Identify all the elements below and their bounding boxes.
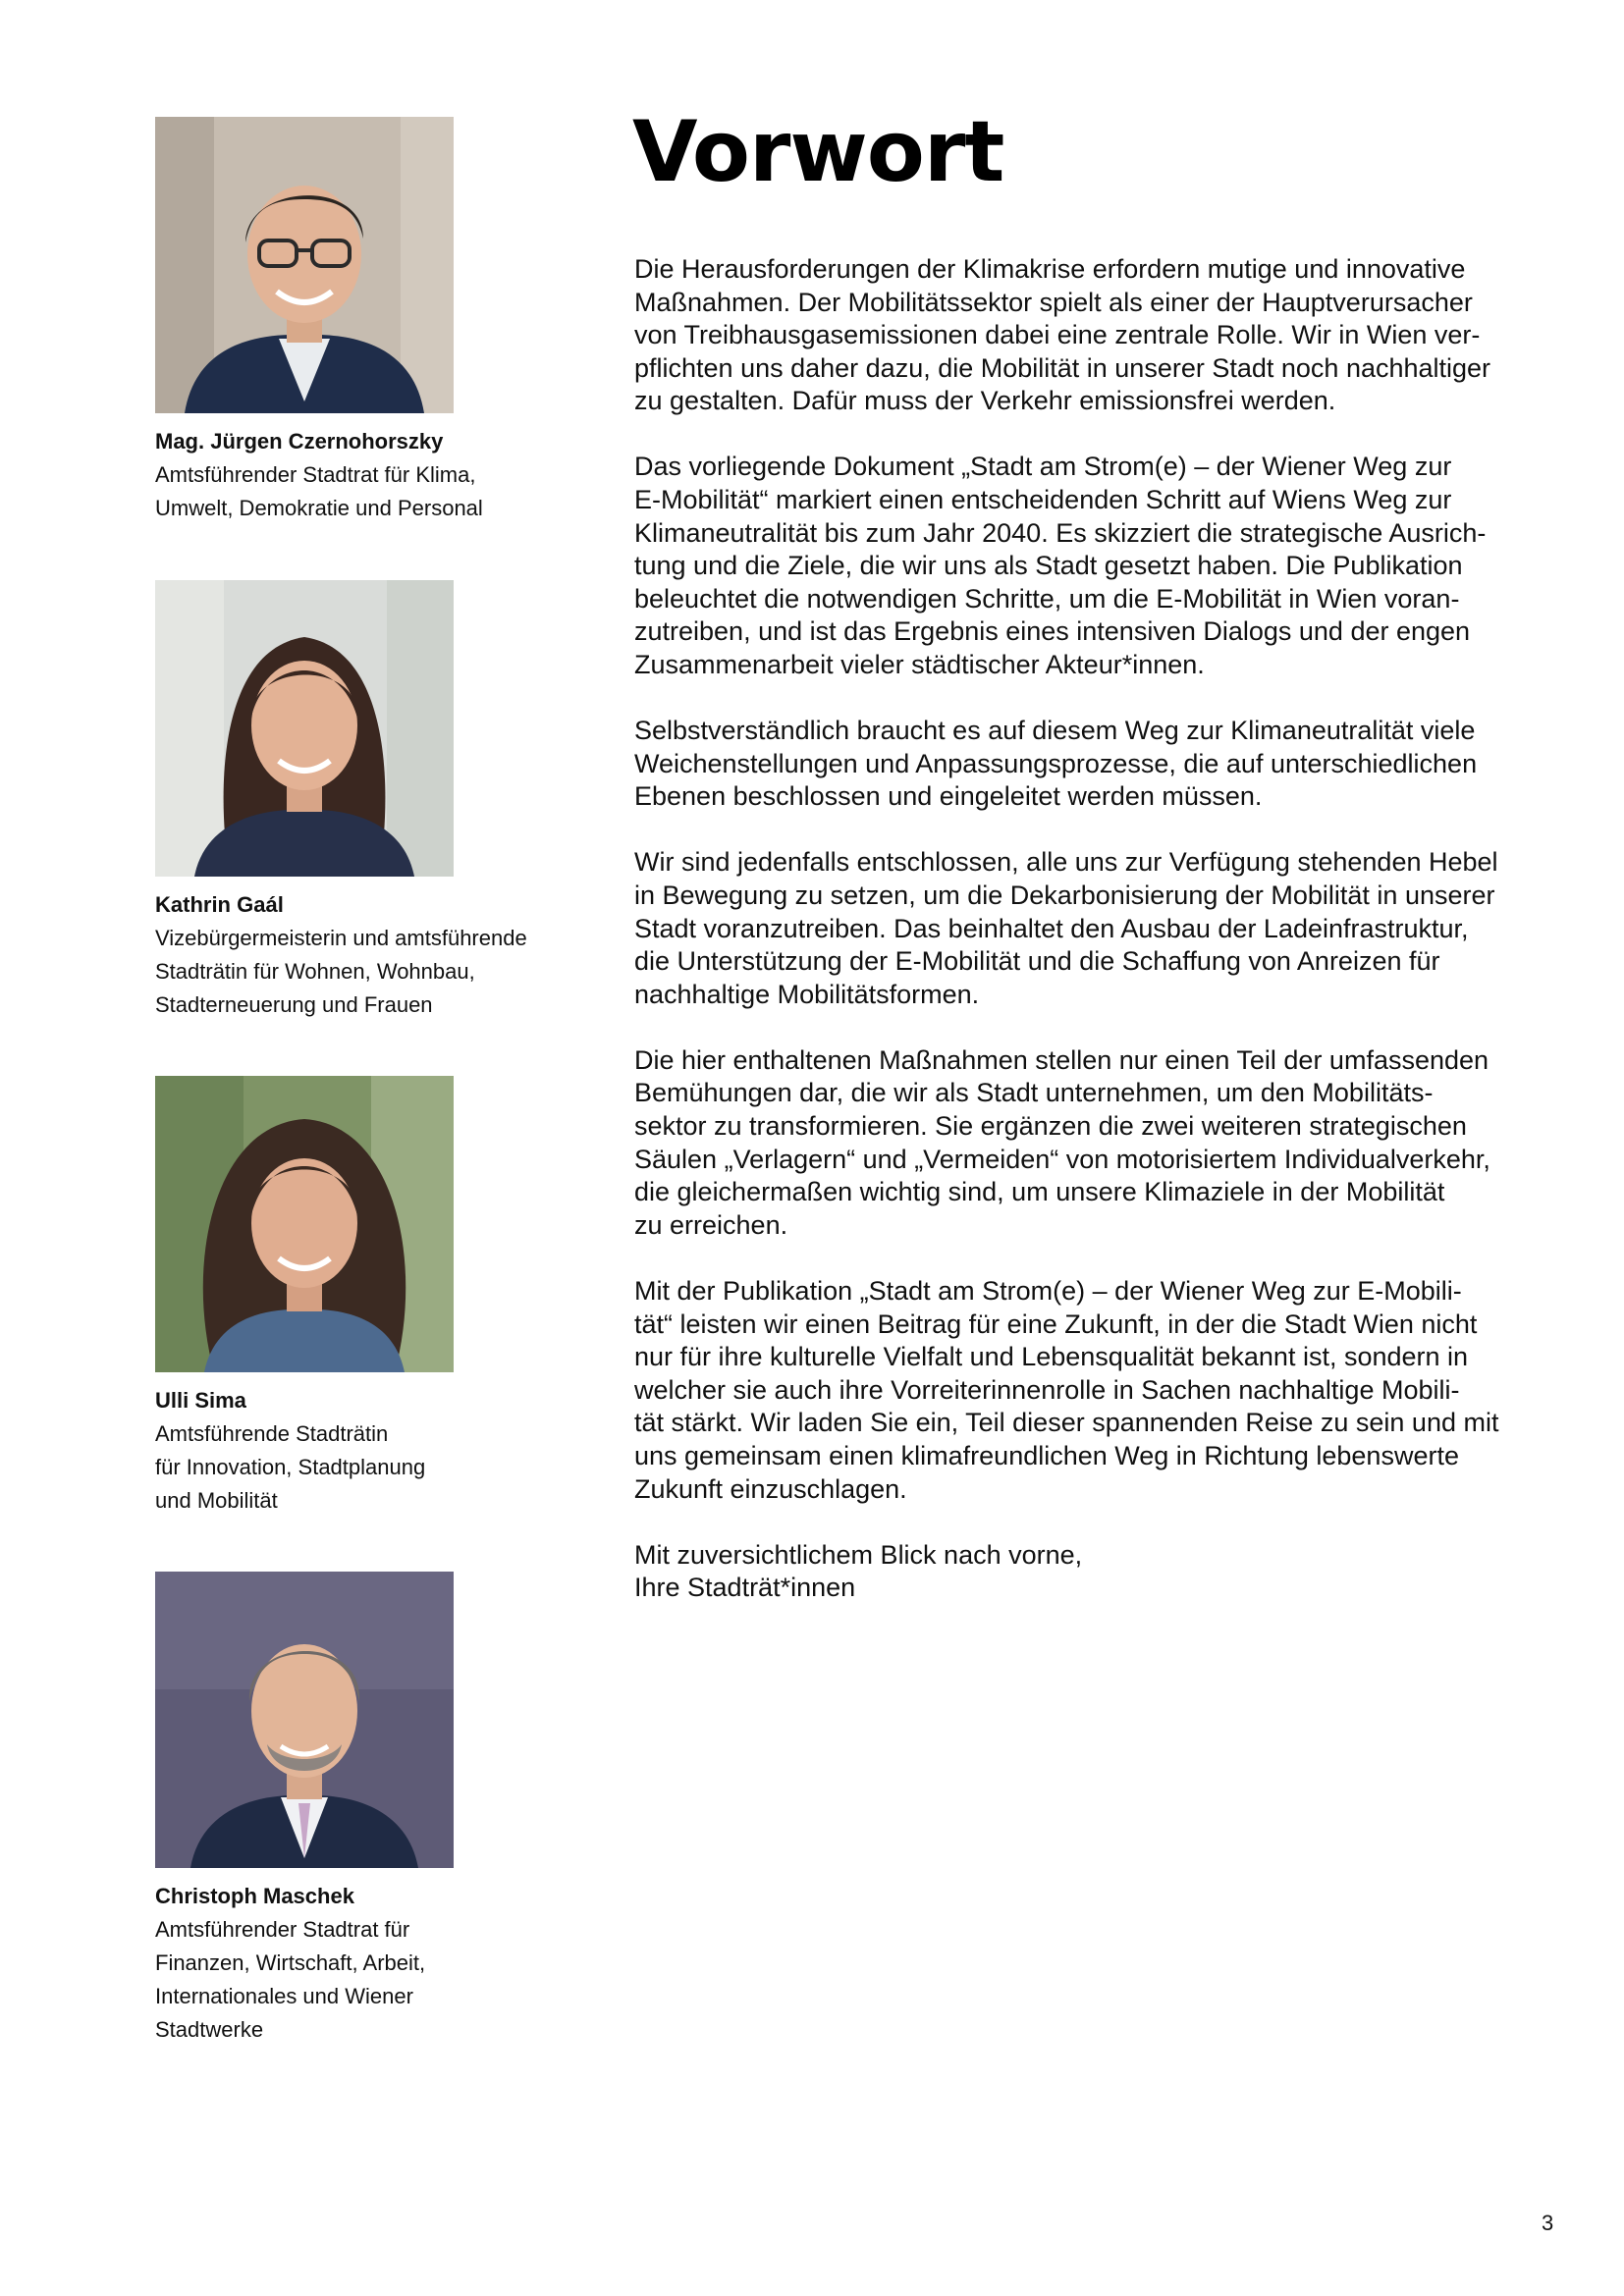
portrait-photo (155, 1076, 454, 1372)
portrait-image (155, 1572, 454, 1868)
portrait-image (155, 580, 454, 877)
person-card (155, 1076, 587, 1518)
page-title: Vorwort (632, 103, 1004, 201)
foreword-text (634, 253, 1567, 1637)
portrait-image (155, 117, 454, 413)
person-card (155, 580, 587, 1022)
person-name: Kathrin Gaál (155, 892, 284, 917)
person-card (155, 1572, 587, 2047)
person-name: Mag. Jürgen Czernohorszky (155, 429, 444, 454)
paragraph: Mit der Publikation „Stadt am Strom(e) – der Wiener Weg zur E-Mobili- tät“ leisten wir einen Beitrag für eine Zukunft, in der die Stadt Wien nicht nur für ihre kulturelle Vielfalt und Lebensqualität bekannt ist, sondern in welcher sie auch ihre Vorreiterinnenrolle in Sachen nachhaltige Mobili- tät stärkt. Wir laden Sie ein, Teil dieser spannenden Reise zu sein und mit uns gemeinsam einen klimafreundlichen Weg in Richtung lebenswerte Zukunft einzuschlagen. (634, 1275, 1499, 1504)
person-name: Christoph Maschek (155, 1884, 354, 1908)
person-card (155, 117, 587, 525)
paragraph: Die hier enthaltenen Maßnahmen stellen nur einen Teil der umfassenden Bemühungen dar, die wir als Stadt unternehmen, um den Mobilitäts- sektor zu transformieren. Sie ergänzen die zwei weiteren strategischen Säulen „Verlagern“ und „Vermeiden“ von motorisiertem Individualverkehr, die gleichermaßen wichtig sind, um unsere Klimaziele in der Mobilität zu erreichen. (634, 1044, 1490, 1240)
portrait-image (155, 1076, 454, 1372)
paragraph: Wir sind jedenfalls entschlossen, alle uns zur Verfügung stehenden Hebel in Bewegung zu setzen, um die Dekarbonisierung der Mobilität in unserer Stadt voranzutreiben. Das beinhaltet den Ausbau der Ladeinfrastruktur, die Unterstützung der E-Mobilität und die Schaffung von Anreizen für nachhaltige Mobilitätsformen. (634, 847, 1498, 1009)
paragraph: Die Herausforderungen der Klimakrise erfordern mutige und innovative Maßnahmen. Der Mobilitätssektor spielt als einer der Hauptverursacher von Treibhausgasemissionen dabei eine zentrale Rolle. Wir in Wien ver- pflichten uns daher dazu, die Mobilität in unserer Stadt noch nachhaltiger zu gestalten. Dafür muss der Verkehr emissionsfrei werden. (634, 254, 1491, 416)
person-role: Amtsführender Stadtrat für Klima, Umwelt, Demokratie und Personal (155, 462, 483, 520)
page-number: 3 (1542, 2211, 1554, 2235)
paragraph: Das vorliegende Dokument „Stadt am Strom(e) – der Wiener Weg zur E-Mobilität“ markiert einen entscheidenden Schritt auf Wiens Weg zur Klimaneutralität bis zum Jahr 2040. Es skizziert die strategische Ausrich- tung und die Ziele, die wir uns als Stadt gesetzt haben. Die Publikation beleuchtet die notwendigen Schritte, um die E-Mobilität in Wien voran- zutreiben, und ist das Ergebnis eines intensiven Dialogs und der engen Zusammenarbeit vieler städtischer Akteur*innen. (634, 452, 1487, 680)
person-role: Vizebürgermeisterin und amtsführende Stadträtin für Wohnen, Wohnbau, Stadterneuerung und Frauen (155, 926, 527, 1017)
person-name: Ulli Sima (155, 1388, 246, 1413)
paragraph: Selbstverständlich braucht es auf diesem Weg zur Klimaneutralität viele Weichenstellungen und Anpassungsprozesse, die auf unterschiedlichen Ebenen beschlossen und eingeleitet werden müssen. (634, 716, 1478, 812)
portrait-photo (155, 117, 454, 413)
person-role: Amtsführender Stadtrat für Finanzen, Wirtschaft, Arbeit, Internationales und Wiener Stadtwerke (155, 1917, 426, 2042)
portrait-photo (155, 1572, 454, 1868)
portrait-photo (155, 580, 454, 877)
person-role: Amtsführende Stadträtin für Innovation, Stadtplanung und Mobilität (155, 1421, 426, 1513)
closing-paragraph: Mit zuversichtlichem Blick nach vorne, Ihre Stadträt*innen (634, 1539, 1083, 1603)
